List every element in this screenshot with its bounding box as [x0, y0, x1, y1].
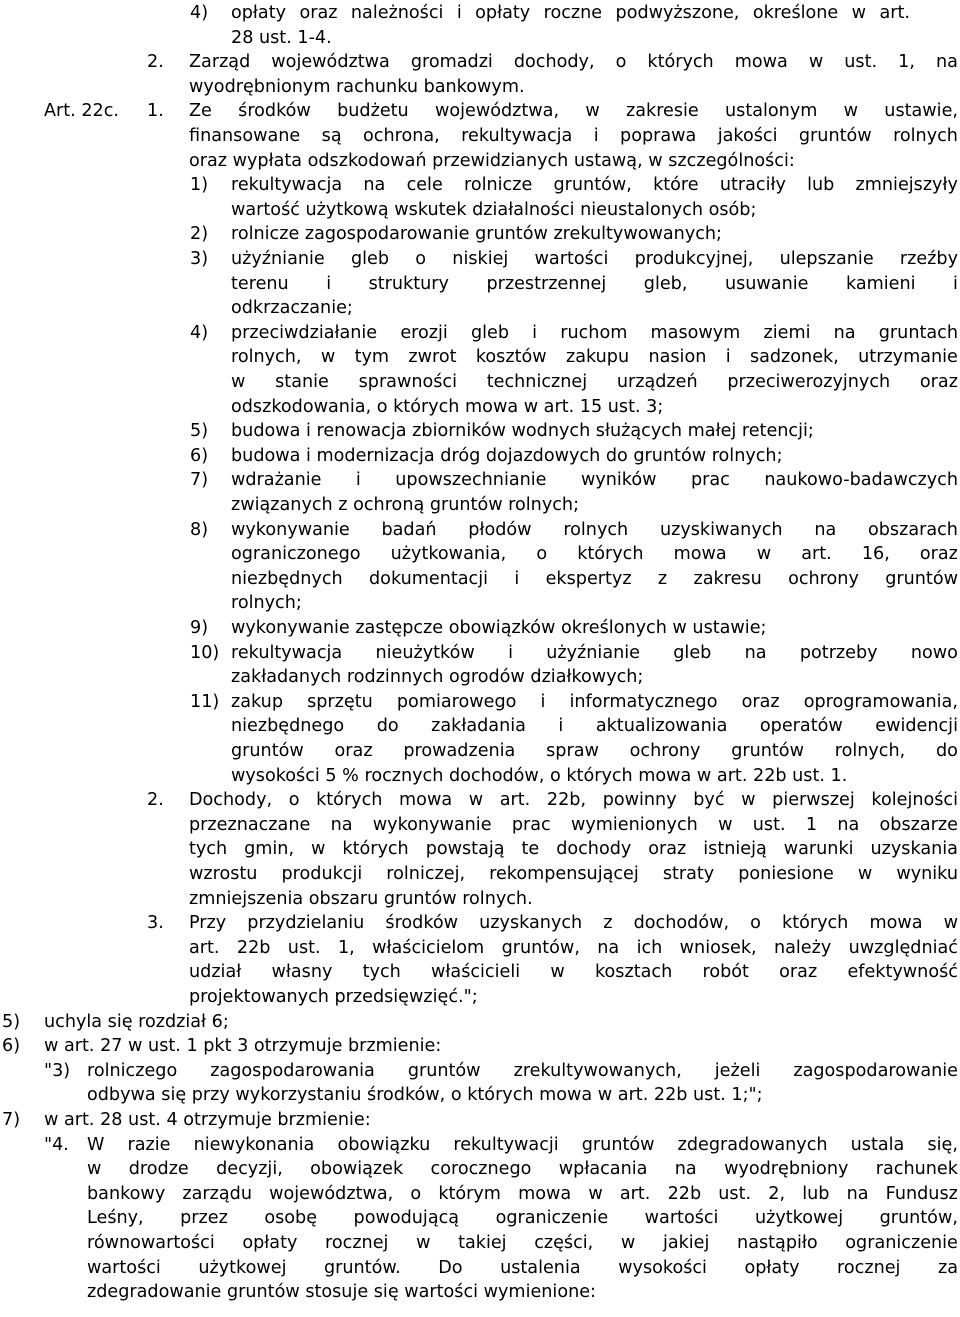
text-line: zdegradowanie gruntów stosuje się wartości wymienione: [87, 1282, 596, 1303]
list-marker: 6) [2, 1036, 21, 1057]
list-marker: 2) [190, 224, 209, 245]
text-line: udział własny tych właścicieli w kosztach robót oraz efektywność [189, 962, 958, 983]
text-line: ograniczonego użytkowania, o których mowa w art. 16, oraz [231, 544, 958, 565]
text-line: rolnych, w tym zwrot kosztów zakupu nasion i sadzonek, utrzymanie [231, 347, 958, 368]
text-line: w stanie sprawności technicznej urządzeń przeciwerozyjnych oraz [231, 372, 958, 392]
text-line: W razie niewykonania obowiązku rekultywacji gruntów zdegradowanych ustala się, [87, 1134, 958, 1155]
text-line: 28 ust. 1-4. [231, 27, 332, 48]
list-marker: 1. [147, 101, 164, 122]
list-marker: 1) [190, 175, 209, 196]
text-line: wykonywanie badań płodów rolnych uzyskiwanych na obszarach [231, 519, 958, 540]
text-line: przeciwdziałanie erozji gleb i ruchom masowym ziemi na gruntach [231, 322, 958, 343]
text-line: użyźnianie gleb o niskiej wartości produkcyjnej, ulepszanie rzeźby [231, 249, 958, 269]
text-line: bankowy zarządu województwa, o którym mowa w art. 22b ust. 2, lub na Fundusz [87, 1183, 958, 1204]
text-line: zmniejszenia obszaru gruntów rolnych. [189, 888, 533, 909]
text-line: w art. 27 w ust. 1 pkt 3 otrzymuje brzmienie: [44, 1036, 442, 1057]
text-line: w art. 28 ust. 4 otrzymuje brzmienie: [44, 1110, 371, 1130]
list-marker: 7) [190, 470, 209, 491]
text-line: finansowane są ochrona, rekultywacja i poprawa jakości gruntów rolnych [189, 126, 958, 146]
list-marker: 3. [147, 913, 164, 934]
text-line: równowartości opłaty rocznej w takiej części, w jakiej nastąpiło ograniczenie [87, 1233, 958, 1253]
text-line: budowa i modernizacja dróg dojazdowych do gruntów rolnych; [231, 445, 783, 466]
text-line: Przy przydzielaniu środków uzyskanych z dochodów, o których mowa w [189, 913, 958, 934]
text-line: zakładanych rodzinnych ogrodów działkowych; [231, 667, 644, 688]
list-marker: 5) [2, 1011, 21, 1032]
text-line: przeznaczane na wykonywanie prac wymienionych w ust. 1 na obszarze [189, 814, 958, 835]
text-line: Dochody, o których mowa w art. 22b, powinny być w pierwszej kolejności [189, 790, 958, 811]
text-line: wyodrębnionym rachunku bankowym. [189, 76, 525, 97]
list-marker: 2. [147, 790, 164, 811]
text-line: odbywa się przy wykorzystaniu środków, o których mowa w art. 22b ust. 1;"; [87, 1085, 763, 1106]
text-line: zakup sprzętu pomiarowego i informatycznego oraz oprogramowania, [231, 691, 958, 712]
text-line: wartość użytkową wskutek działalności nieustalonych osób; [231, 199, 757, 220]
text-line: niezbędnych dokumentacji i ekspertyz z zakresu ochrony gruntów [231, 568, 958, 589]
list-marker: 7) [2, 1110, 21, 1130]
text-line: tych gmin, w których powstają te dochody oraz istnieją warunki uzyskania [189, 839, 958, 860]
text-line: wzrostu produkcji rolniczej, rekompensującej straty poniesione w wyniku [189, 864, 958, 884]
list-marker: 5) [190, 421, 209, 442]
text-line: budowa i renowacja zbiorników wodnych służących małej retencji; [231, 421, 814, 442]
text-line: wykonywanie zastępcze obowiązków określonych w ustawie; [231, 618, 767, 638]
text-line: niezbędnego do zakładania i aktualizowania operatów ewidencji [231, 716, 958, 737]
list-marker: 11) [190, 691, 220, 712]
text-line: rolnicze zagospodarowanie gruntów zrekultywowanych; [231, 224, 722, 245]
text-line: uchyla się rozdział 6; [44, 1011, 229, 1032]
text-line: gruntów oraz prowadzenia spraw ochrony gruntów rolnych, do [231, 741, 958, 761]
list-marker: "4. [44, 1134, 69, 1155]
article-number: Art. 22c. [44, 101, 120, 122]
text-line: odkrzaczanie; [231, 298, 353, 319]
list-marker: 8) [190, 519, 209, 540]
text-line: rekultywacja na cele rolnicze gruntów, które utraciły lub zmniejszyły [231, 175, 958, 196]
text-line: rekultywacja nieużytków i użyźnianie gleb na potrzeby nowo [231, 642, 958, 663]
list-marker: "3) [44, 1060, 71, 1081]
text-line: oraz wypłata odszkodowań przewidzianych ustawą, w szczególności: [189, 150, 795, 171]
text-line: opłaty oraz należności i opłaty roczne podwyższone, określone w art. [231, 3, 910, 23]
list-marker: 10) [190, 642, 220, 663]
text-line: terenu i struktury przestrzennej gleb, usuwanie kamieni i [231, 273, 958, 294]
list-marker: 4) [190, 322, 209, 343]
text-line: rolnych; [231, 593, 302, 614]
list-marker: 3) [190, 249, 209, 269]
text-line: rolniczego zagospodarowania gruntów zrekultywowanych, jeżeli zagospodarowanie [87, 1060, 958, 1081]
list-marker: 6) [190, 445, 209, 466]
list-marker: 2. [147, 52, 164, 73]
text-line: odszkodowania, o których mowa w art. 15 ust. 3; [231, 396, 664, 417]
text-line: wartości użytkowej gruntów. Do ustalenia wysokości opłaty rocznej za [87, 1257, 958, 1278]
text-line: związanych z ochroną gruntów rolnych; [231, 495, 580, 515]
text-line: art. 22b ust. 1, właścicielom gruntów, na ich wniosek, należy uwzględniać [189, 937, 958, 958]
text-line: wysokości 5 % rocznych dochodów, o których mowa w art. 22b ust. 1. [231, 765, 848, 786]
text-line: wdrażanie i upowszechnianie wyników prac naukowo-badawczych [231, 470, 958, 491]
text-line: Zarząd województwa gromadzi dochody, o których mowa w ust. 1, na [189, 52, 958, 73]
list-marker: 9) [190, 618, 209, 638]
text-line: w drodze decyzji, obowiązek corocznego wpłacania na wyodrębniony rachunek [87, 1159, 958, 1180]
text-line: Leśny, przez osobę powodującą ograniczenie wartości użytkowej gruntów, [87, 1208, 958, 1229]
text-line: Ze środków budżetu województwa, w zakresie ustalonym w ustawie, [189, 101, 958, 122]
list-marker: 4) [190, 3, 209, 23]
text-line: projektowanych przedsięwzięć."; [189, 987, 478, 1007]
